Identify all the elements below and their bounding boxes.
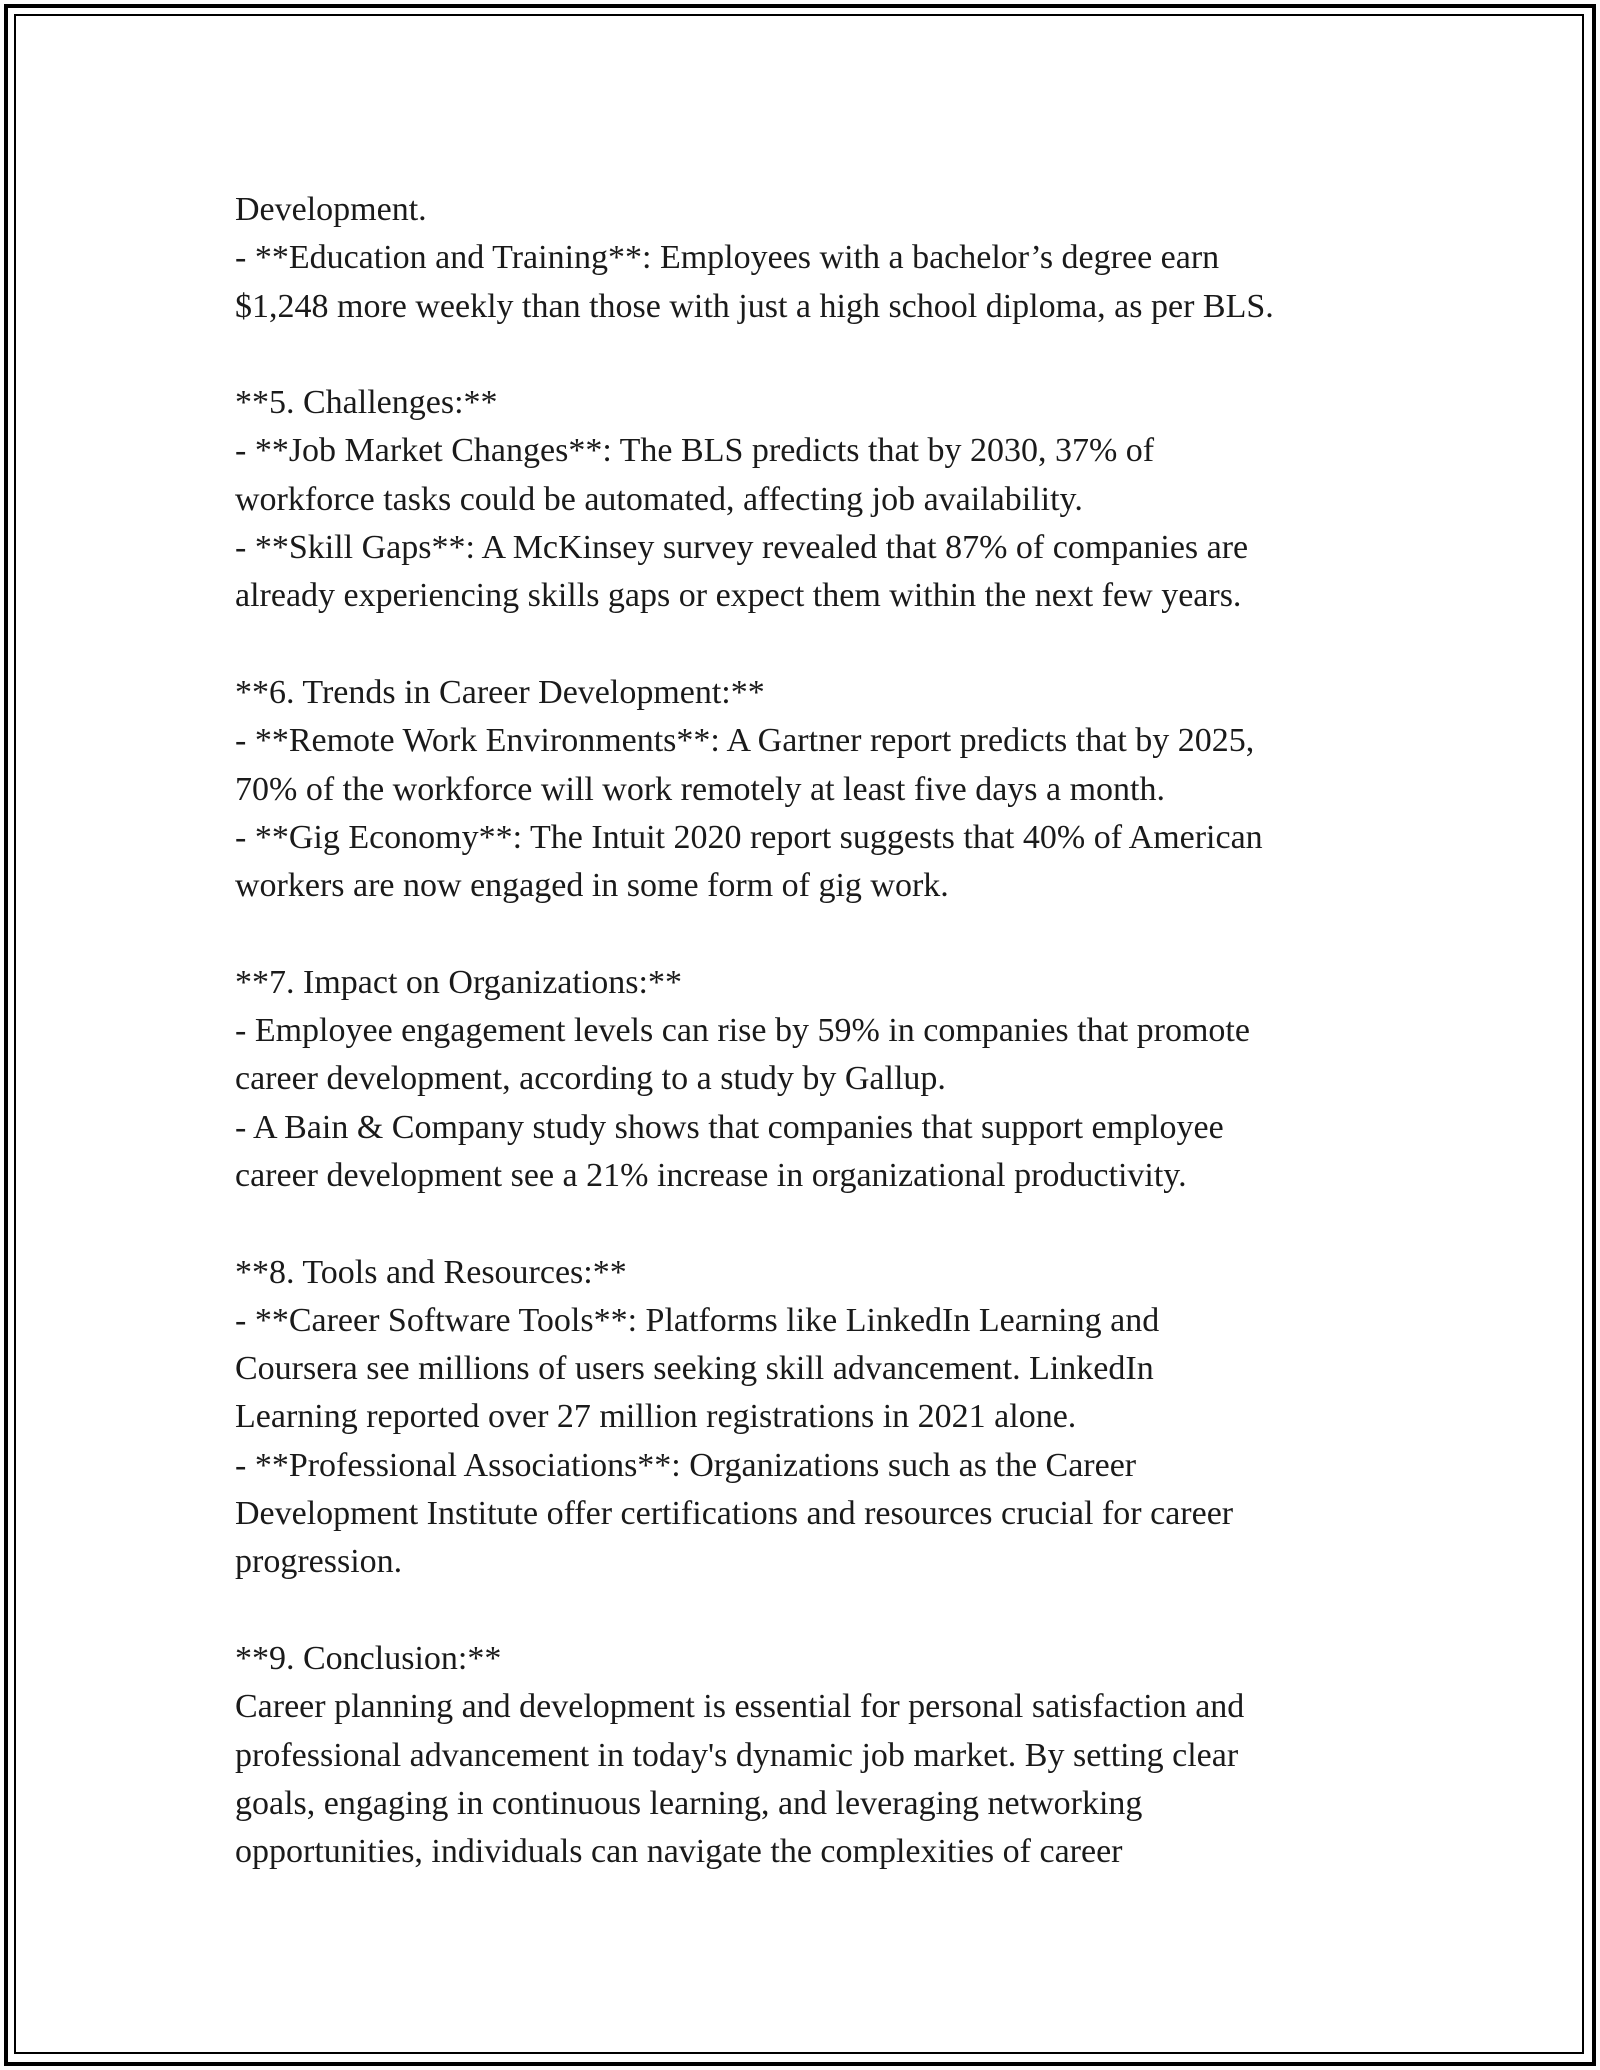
- text-line: workers are now engaged in some form of gig work.: [235, 867, 949, 905]
- paragraph-gap: [235, 1587, 1415, 1635]
- text-line: - **Education and Training**: Employees with a bachelor’s degree earn: [235, 239, 1220, 277]
- text-line: career development, according to a study by Gallup.: [235, 1060, 946, 1098]
- text-line: - **Remote Work Environments**: A Gartner report predicts that by 2025,: [235, 722, 1255, 760]
- text-line: $1,248 more weekly than those with just a high school diploma, as per BLS.: [235, 287, 1274, 325]
- text-line: - **Job Market Changes**: The BLS predicts that by 2030, 37% of: [235, 432, 1155, 470]
- text-line: - Employee engagement levels can rise by 59% in companies that promote: [235, 1012, 1250, 1050]
- text-line: professional advancement in today's dynamic job market. By setting clear: [235, 1736, 1239, 1774]
- section-heading: **5. Challenges:**: [235, 384, 498, 422]
- text-line: progression.: [235, 1543, 403, 1581]
- section-trends: [235, 669, 1415, 910]
- text-line: goals, engaging in continuous learning, and leveraging networking: [235, 1784, 1143, 1822]
- paragraph-gap: [235, 910, 1415, 958]
- section-conclusion: [235, 1635, 1415, 1876]
- text-line: Career planning and development is essential for personal satisfaction and: [235, 1688, 1245, 1726]
- text-line: opportunities, individuals can navigate the complexities of career: [235, 1833, 1123, 1871]
- paragraph-gap: [235, 621, 1415, 669]
- section-heading: **7. Impact on Organizations:**: [235, 963, 682, 1001]
- text-line: Learning reported over 27 million registrations in 2021 alone.: [235, 1398, 1077, 1436]
- section-impact: [235, 959, 1415, 1200]
- text-line: Development Institute offer certifications and resources crucial for career: [235, 1495, 1234, 1533]
- section-heading: **9. Conclusion:**: [235, 1639, 502, 1677]
- paragraph-education-continuation: [235, 186, 1415, 331]
- text-line: already experiencing skills gaps or expect them within the next few years.: [235, 577, 1242, 615]
- paragraph-gap: [235, 1200, 1415, 1248]
- text-line: - **Skill Gaps**: A McKinsey survey revealed that 87% of companies are: [235, 529, 1249, 567]
- text-line: Development.: [235, 191, 427, 228]
- section-tools: [235, 1249, 1415, 1587]
- text-line: - **Career Software Tools**: Platforms like LinkedIn Learning and: [235, 1301, 1160, 1339]
- text-line: - **Gig Economy**: The Intuit 2020 report suggests that 40% of American: [235, 818, 1263, 856]
- text-line: 70% of the workforce will work remotely at least five days a month.: [235, 770, 1166, 808]
- section-heading: **6. Trends in Career Development:**: [235, 673, 765, 711]
- text-line: Coursera see millions of users seeking skill advancement. LinkedIn: [235, 1350, 1154, 1388]
- section-heading: **8. Tools and Resources:**: [235, 1253, 627, 1291]
- text-line: career development see a 21% increase in organizational productivity.: [235, 1156, 1187, 1194]
- text-line: - **Professional Associations**: Organizations such as the Career: [235, 1446, 1137, 1484]
- document-body: [235, 186, 1415, 1876]
- text-line: - A Bain & Company study shows that companies that support employee: [235, 1108, 1224, 1146]
- section-challenges: [235, 379, 1415, 620]
- paragraph-gap: [235, 331, 1415, 379]
- text-line: workforce tasks could be automated, affecting job availability.: [235, 480, 1083, 518]
